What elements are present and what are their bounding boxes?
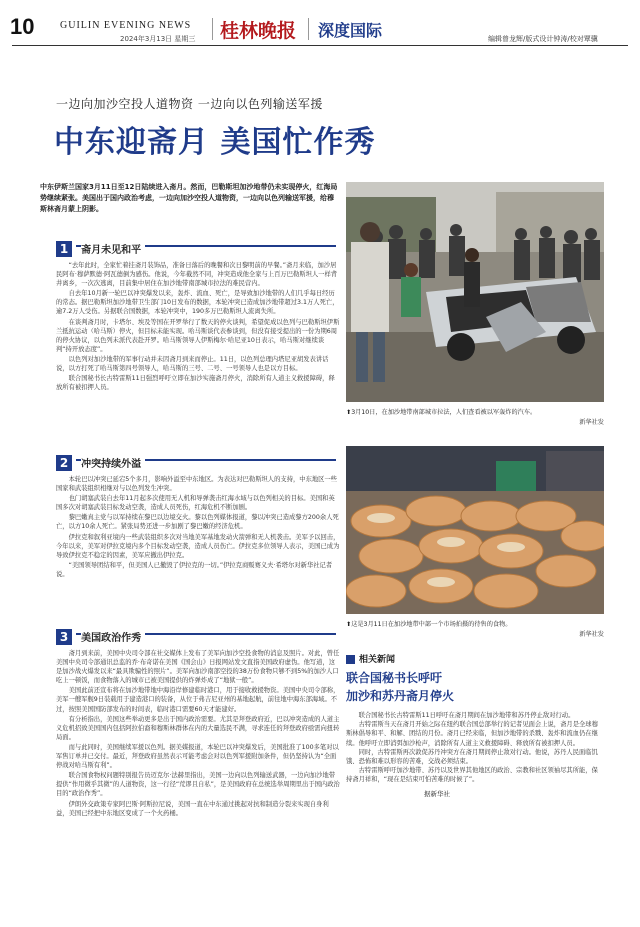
photo2-credit: 新华社发 [579, 631, 604, 638]
paragraph: 古特雷斯当天在斋月开始之际在纽约联合国总部举行的记者见面会上说，斋月是全球穆斯林倡导和平、和解、团结的月份。斋月已经来临，但加沙地带的杀戮、轰炸和流血仍在继续。他呼吁立即消弭加沙枪声，消除所有人道主义救援障碍、释放所有被扣押人员。 [346, 721, 598, 747]
square-icon [346, 655, 355, 664]
header-rule [12, 45, 628, 46]
section-title: 斋月未见和平 [81, 241, 145, 256]
headline: 中东迎斋月 美国忙作秀 [54, 125, 376, 160]
paragraph: 以色列对加沙地带的军事行动并未因斋月到来而停止。11日，以色列总理内塔尼亚胡发表讲话说，以方打死了哈马斯第四号领导人，哈马斯的三号、二号、一号领导人也是以方目标。 [56, 355, 329, 373]
photo1-credit: 新华社发 [579, 419, 604, 426]
section-3 [56, 626, 340, 819]
photo1-caption: 3月10日，在加沙地带南部城市拉法，人们查看被以军轰炸的汽车。 [351, 409, 537, 416]
page-number: 10 [10, 14, 35, 39]
caption-arrow-icon: ⬆ [346, 621, 352, 628]
section-number: 1 [56, 241, 72, 257]
divider [212, 18, 213, 40]
photo-damaged-car [346, 182, 604, 402]
paragraph: 也门胡塞武装自去年11月起多次使用无人机和导弹袭击红海水域与以色列相关的目标。美国和英国多次对胡塞武装目标发动空袭，造成人员死伤，红海危机不断加剧。 [56, 495, 335, 512]
divider [308, 18, 309, 40]
issue-date: 2024年3月13日 星期三 [120, 35, 196, 43]
related-title [346, 669, 604, 705]
bread-image [346, 446, 604, 614]
paragraph: 而与此同时，美国继续军援以色列。据美媒报道，本轮巴以冲突爆发后，美国批准了100多笔对以军售订单并已交付。最近，拜登政府虽然表示可能考虑会对以色列军援附加条件，但仍坚持认为“全面停战对哈马斯有利”。 [56, 743, 339, 770]
paragraph: 自去年10月新一轮巴以冲突爆发以来，轰炸、流血、死亡，是导致加沙地带的人们几乎每日经历的常态。据巴勒斯坦加沙地带卫生部门10日发布的数据，本轮冲突已造成加沙地带超过3.1万人死亡，逾7.2万人受伤。另据联合国数据，本轮冲突中，190多万巴勒斯坦人流离失所。 [56, 290, 339, 316]
paragraph: 有分析指出，美国这些举动更多是出于国内政治需要。尤其是拜登政府近，巴以冲突造成的人道主义危机招致美国国内包括阿拉伯裔和穆斯林群体在内的大量选民不满，寻求连任的拜登政府亟需向扭转局面。 [56, 715, 340, 741]
paragraph: 黎巴嫩真主党与以军持续在黎巴以边境交火。黎以色列媒体报道，黎以冲突已造成黎方200余人死亡，以方10余人死亡。紧张局势还进一步加剧了黎巴嫩的经济危机。 [56, 514, 339, 531]
kicker: 一边向加沙空投人道物资 一边向以色列输送军援 [56, 97, 323, 111]
paragraph: 斋月到来前，美国中央司令部在社交媒体上发布了美军向加沙空投食物的消息及照片。对此，曾任美国中央司令部通讯总监的乔·布奇诺在美国《国会山》日报网站发文直指美国政府虚伪。他写道，这是加沙战火爆发以来“最具欺骗性的照片”。美军向加沙南部空投的38万份食物只够不到5%的加沙人口吃上一顿饭，而食物落入的城市已被美国提供的炸弹炸成了“地狱一般”。 [56, 650, 340, 685]
paragraph: 同时，古特雷斯再次敦促苏丹冲突方在斋月期间停止敌对行动。他说，苏丹人民面临饥饿、恐怖和难以形容的苦难，交战必须结束。 [346, 748, 598, 766]
paragraph: 古特雷斯呼吁加沙地带、苏丹以及世界其他地区的政治、宗教和社区领袖尽其所能，保持斋月祥和，“现在是结束可怕苦难的时候了”。 [346, 767, 598, 784]
section-title: 冲突持续外溢 [81, 455, 145, 470]
masthead [0, 0, 640, 44]
photo-bread-market [346, 446, 604, 614]
related-credit: 据新华社 [424, 789, 450, 798]
photo1-caption-block [346, 408, 604, 426]
lead-paragraph: 中东伊斯兰国家3月11日至12日陆续进入斋月。然而，巴勒斯坦加沙地带仍未实现停火，红海局势继续紧张。美国出于国内政治考虑，一边向加沙空投人道物资，一边向以色列输送军援，给穆斯林斋月蒙上阴影。 [40, 183, 338, 213]
paper-name: GUILIN EVENING NEWS [60, 20, 192, 31]
section-title: 深度国际 [318, 21, 383, 40]
paragraph: 伊拉克和叙利亚境内一些武装组织多次对当地美军基地发动火箭弹和无人机袭击。美军予以回击，今年以来，美军对伊拉克境内多个目标发动空袭，造成人员伤亡。伊拉克多位领导人表示，美国已成为导致伊拉克不稳定的因素，美军应撤出伊拉克。 [56, 533, 340, 559]
photo2-caption: 这是3月11日在加沙地带中部一个市场拍摄的待售的食物。 [351, 621, 512, 628]
section-title: 美国政治作秀 [81, 629, 145, 644]
paragraph: “去年此时，全家忙着挂斋月装饰品，准备日落后的晚餐和次日黎明前的早餐。”斋月来临，加沙居民阿布·穆萨默德·阿瓦德倒为感伤。他说，今年截然不同，冲突造成他全家与上百万巴勒斯坦人一样背井离乡，一次次逃离，目前集中居住在加沙地带南部城市拉法的难民营内。 [56, 262, 338, 288]
paragraph: “美国领导团结和平，但美国人已撤毁了伊拉克的一切。”伊拉克商贩赛义夫·希塔尔对新华社记者说。 [56, 561, 333, 578]
related-badge-label: 相关新闻 [359, 655, 396, 665]
editors-line: 编辑曾龙辉/版式设计钟涛/校对覃骥 [488, 35, 598, 43]
related-title-line1: 联合国秘书长呼吁 [346, 671, 443, 685]
section-1 [56, 238, 340, 393]
related-badge [346, 652, 604, 665]
paragraph: 在谈判斋月时，卡塔尔、埃及等国在开罗举行了数天的停火谈判，希望促成以色列与巴勒斯坦伊斯兰抵抗运动（哈马斯）停火，但目标未能实现。哈马斯谈代表参谈到，但没有接受提出的一份为期6周的停火协议，以色列未派代表赴开罗。哈马斯领导人伊斯梅尔·哈尼亚10日表示，哈马斯对继续谈判“持开放态度”。 [56, 318, 340, 353]
related-news [346, 652, 604, 798]
paragraph: 本轮巴以冲突已延宕5个多月，影响外溢至中东地区。为表达对巴勒斯坦人的支持，中东地区一些国家和武装组织相继对与以色列发生冲突。 [56, 476, 338, 493]
paragraph: 联合国食物权问题特别报告员迈克尔·法赫里指出，美国一边向以色列输送武器，一边向加沙地带提供“作用微乎其微”的人道物资，这一行径“荒谬且自私”，是美国政府在总统选举周期里出于国内政治目的“政治作秀”。 [56, 772, 340, 798]
related-title-line2: 加沙和苏丹斋月停火 [346, 689, 455, 703]
section-number: 3 [56, 629, 72, 645]
section-number: 2 [56, 455, 72, 471]
photo2-caption-block [346, 620, 604, 638]
paragraph: 美国此前还宣布将在加沙地带地中海沿岸修建临时港口，用于接收救援物资。美国中央司令部称，美军一艘军舰9日装载用于建造港口的装备，从位于弗吉尼亚州的基地起航，前往地中海东部海域。不过，按照美国国防部发布的时间表，临时港口需要60天才能建好。 [56, 687, 340, 713]
damaged-car-image [346, 182, 604, 402]
section-2 [56, 452, 340, 580]
caption-arrow-icon: ⬆ [346, 409, 352, 416]
paragraph: 联合国秘书长古特雷斯11日强烈呼吁立即在加沙实施斋月停火，消除所有人道主义救援障碍，释放所有被扣押人员。 [56, 375, 335, 392]
paper-logo: 桂林晚报 [220, 20, 297, 42]
paragraph: 联合国秘书长古特雷斯11日呼吁在斋月期间在加沙地带和苏丹停止敌对行动。 [358, 712, 575, 719]
paragraph: 伊朗外交政策专家阿巴斯·阿斯拉尼说，美国一直在中东通过挑起对抗和制造分裂来实现自身利益，美国已经把中东地区变成了一个火药桶。 [56, 800, 329, 817]
